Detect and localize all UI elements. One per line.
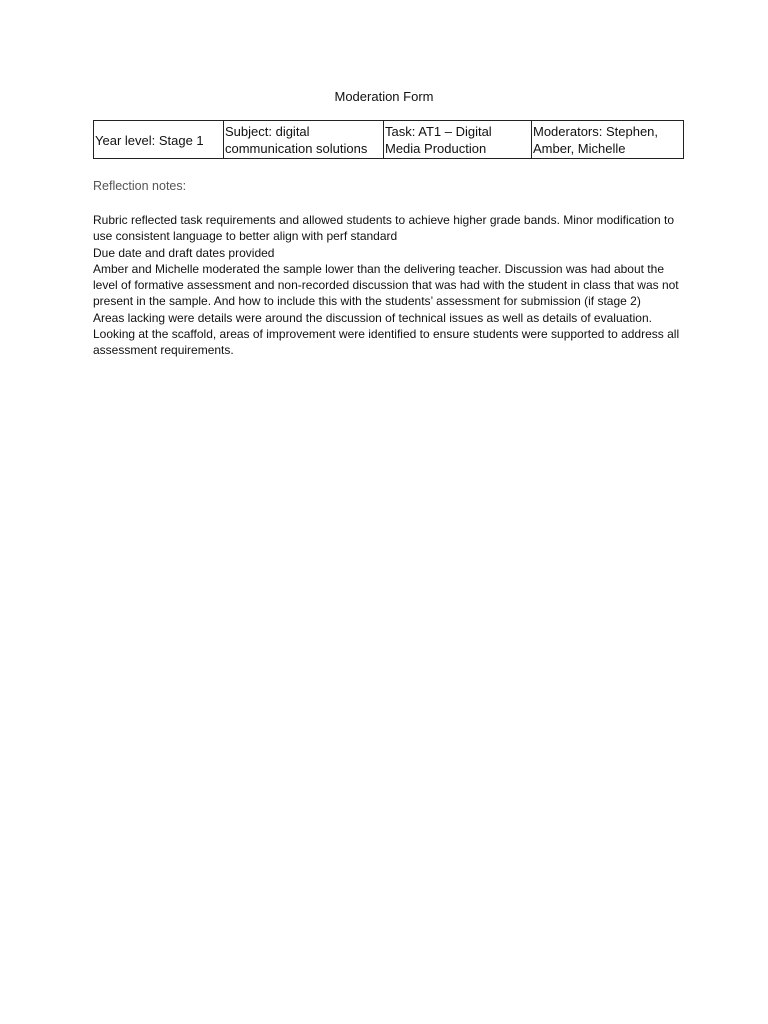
reflection-notes [93, 212, 683, 359]
info-table [93, 120, 684, 159]
year-level-cell: Year level: Stage 1 [94, 121, 224, 159]
note-paragraph: Rubric reflected task requirements and allowed students to achieve higher grade bands. Minor modification to use consistent language to better align with perf standard [93, 213, 674, 244]
reflection-notes-label: Reflection notes: [93, 179, 187, 193]
subject-cell: Subject: digital communication solutions [224, 121, 384, 159]
note-paragraph: Amber and Michelle moderated the sample lower than the delivering teacher. Discussion was had about the level of formative assessment and non-recorded discussion that was had with the student in class that was not present in the sample. And how to include this with the students’ assessment for submission (if stage 2) [93, 261, 679, 309]
moderators-cell: Moderators: Stephen, Amber, Michelle [532, 121, 684, 159]
note-paragraph: Due date and draft dates provided [93, 245, 275, 260]
task-cell: Task: AT1 – Digital Media Production [384, 121, 532, 159]
note-paragraph: Areas lacking were details were around the discussion of technical issues as well as details of evaluation. Looking at the scaffold, areas of improvement were identified to ensure students were supported to address all assessment requirements. [93, 310, 680, 358]
page-title: Moderation Form [334, 89, 434, 104]
table-row [94, 121, 684, 159]
